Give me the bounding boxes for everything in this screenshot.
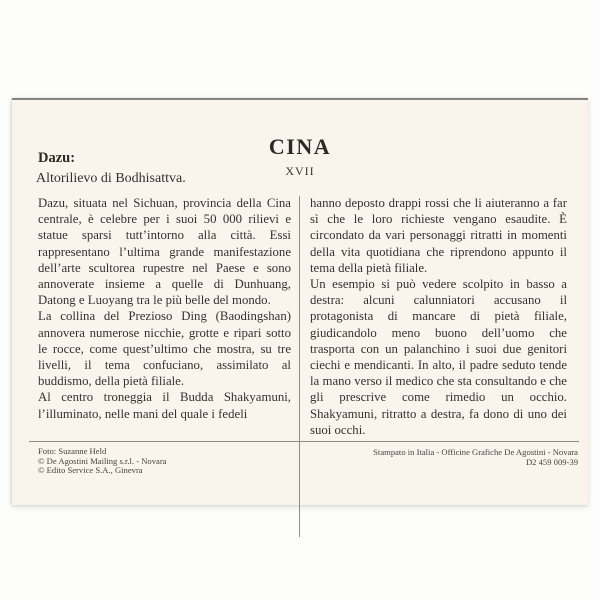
photo-copyright-credits	[38, 447, 167, 476]
paragraph: La collina del Prezioso Ding (Baodingshan) annovera numerose nicchie, grotte e ripari sotto le rocce, come quest’ultimo che mostra, su tre livelli, il tema confuciano, assimilato al buddismo, della pietà filiale.	[38, 309, 291, 389]
paragraph: Un esempio si può vedere scolpito in basso a destra: alcuni calunniatori accusano il protagonista di mancare di pietà filiale, giudicandolo meno buono dell’uomo che trasporta con un palanchino i suoi due genitori ciechi e mendicanti. In alto, il padre seduto tende la mano verso il medico che sta consultando e che gli prescrive come rimedio un occhio. Shakyamuni, ritratto a destra, fa dono di uno dei suoi occhi.	[310, 277, 567, 437]
column-divider-rule	[299, 196, 300, 537]
credit-line: Foto: Suzanne Held	[38, 446, 107, 456]
card-title: CINA	[268, 134, 332, 159]
subject-caption: Altorilievo di Bodhisattva.	[36, 171, 186, 186]
credit-line: © Edito Service S.A., Ginevra	[38, 465, 143, 476]
print-line: Stampato in Italia - Officine Grafiche De Agostini - Novara	[373, 447, 578, 457]
paragraph: Al centro troneggia il Budda Shakyamuni, l’illuminato, nelle mani del quale i fedeli	[38, 390, 291, 421]
paragraph: Dazu, situata nel Sichuan, provincia della Cina centrale, è celebre per i suoi 50 000 rilievi e statue sparsi tutt’intorno alla città. Essi rappresentano l’ultima grande manifestazione dell’arte scultorea rupestre nel Paese e sono annoverate insieme a quelle di Dunhuang, Datong e Luoyang tra le più belle del mondo.	[38, 196, 291, 308]
card-number: XVII	[285, 164, 315, 178]
print-line: D2 459 009-39	[525, 456, 578, 467]
collector-card-back	[12, 98, 588, 505]
print-info	[373, 448, 578, 468]
subject-label: Dazu:	[38, 150, 76, 166]
right-text-column	[310, 195, 567, 438]
left-text-column	[38, 195, 291, 422]
footer-divider-rule	[29, 441, 579, 442]
paragraph: hanno deposto drappi rossi che li aiuteranno a far sì che le loro richieste vengano esaudite. È circondato da vari personaggi ritratti in momenti della vita quotidiana che riprendono appunto il tema della pietà filiale.	[310, 196, 567, 275]
credit-line: © De Agostini Mailing s.r.l. - Novara	[38, 455, 167, 466]
